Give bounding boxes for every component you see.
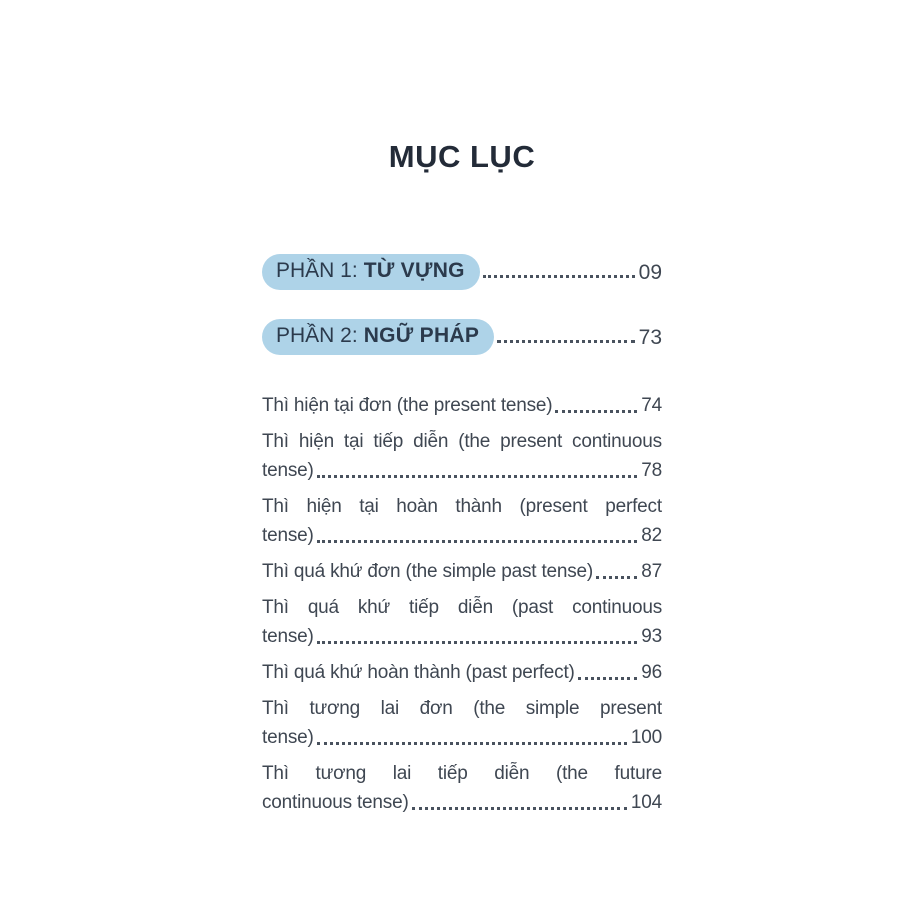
toc-entry-line bbox=[262, 622, 662, 651]
toc-entry-line bbox=[262, 658, 662, 687]
part-prefix-label: PHẦN 2: bbox=[276, 324, 358, 347]
entry-text-word: lai bbox=[392, 763, 412, 784]
toc-entry bbox=[262, 593, 662, 651]
part-name-label: NGỮ PHÁP bbox=[363, 324, 480, 347]
dot-leader bbox=[578, 677, 638, 680]
toc-parts bbox=[262, 254, 662, 355]
entry-text-word: perfect bbox=[605, 496, 662, 517]
entry-text-word: đơn bbox=[419, 698, 453, 719]
entry-text-word: present bbox=[600, 698, 662, 719]
entry-text: continuous tense) bbox=[262, 792, 409, 813]
entry-text-word: (the bbox=[555, 763, 588, 784]
entry-text: tense) bbox=[262, 460, 314, 481]
entry-page-number: 78 bbox=[641, 460, 662, 481]
entry-text-word: hiện bbox=[306, 496, 342, 517]
toc-entry-line bbox=[262, 788, 662, 817]
toc-entry-line bbox=[262, 694, 662, 723]
entry-text-word: lai bbox=[380, 698, 400, 719]
toc-entry-line bbox=[262, 557, 662, 586]
entry-text-word: (present bbox=[519, 496, 588, 517]
entry-text-word: tại bbox=[359, 496, 379, 517]
dot-leader bbox=[317, 475, 638, 478]
entry-text-word: Thì bbox=[262, 431, 289, 452]
entry-text-word: khứ bbox=[357, 597, 391, 618]
entry-text-word: quá bbox=[307, 597, 339, 618]
entry-text-word: tiếp bbox=[409, 597, 439, 618]
toc-entry-line bbox=[262, 456, 662, 485]
toc-part-row bbox=[262, 254, 662, 290]
entry-text-word: diễn bbox=[494, 763, 530, 784]
toc-entry-line bbox=[262, 593, 662, 622]
entry-text-word: Thì bbox=[262, 597, 289, 618]
part-prefix-label: PHẦN 1: bbox=[276, 259, 358, 282]
dot-leader bbox=[596, 576, 637, 579]
part-pill bbox=[262, 254, 480, 290]
entry-text-word: tại bbox=[343, 431, 364, 452]
entry-text-word: tương bbox=[315, 763, 367, 784]
entry-text-word: future bbox=[614, 763, 662, 784]
dot-leader bbox=[483, 275, 635, 278]
entry-page-number: 93 bbox=[641, 626, 662, 647]
entry-page-number: 104 bbox=[630, 792, 662, 813]
toc-part-row bbox=[262, 319, 662, 355]
entry-page-number: 74 bbox=[641, 395, 662, 416]
entry-text-word: present bbox=[500, 431, 563, 452]
toc-entry bbox=[262, 658, 662, 687]
entry-text: Thì hiện tại đơn (the present tense) bbox=[262, 395, 553, 416]
toc-entry-line bbox=[262, 391, 662, 420]
toc-entry bbox=[262, 694, 662, 752]
part-pill bbox=[262, 319, 494, 355]
toc-entry-line bbox=[262, 492, 662, 521]
entry-text: Thì quá khứ hoàn thành (past perfect) bbox=[262, 662, 575, 683]
entry-text: tense) bbox=[262, 626, 314, 647]
entry-text-word: Thì bbox=[262, 763, 289, 784]
entry-text-word: (past bbox=[511, 597, 554, 618]
dot-leader bbox=[555, 410, 637, 413]
entry-text-word: thành bbox=[455, 496, 502, 517]
part-name-label: TỪ VỰNG bbox=[363, 259, 465, 282]
entry-text: Thì quá khứ đơn (the simple past tense) bbox=[262, 561, 594, 582]
entry-text-word: continuous bbox=[572, 431, 662, 452]
page-title: MỤC LỤC bbox=[388, 139, 536, 174]
part-page-number: 09 bbox=[638, 261, 662, 284]
entry-text-word: simple bbox=[525, 698, 580, 719]
entry-page-number: 96 bbox=[641, 662, 662, 683]
dot-leader bbox=[412, 807, 627, 810]
toc-entry-line bbox=[262, 521, 662, 550]
part-page-number: 73 bbox=[638, 326, 662, 349]
toc-entry bbox=[262, 557, 662, 586]
entry-text-word: hiện bbox=[298, 431, 334, 452]
toc-entry-line bbox=[262, 427, 662, 456]
dot-leader bbox=[317, 540, 638, 543]
entry-text-word: Thì bbox=[262, 698, 289, 719]
entry-page-number: 100 bbox=[630, 727, 662, 748]
entry-text: tense) bbox=[262, 727, 314, 748]
entry-text-word: hoàn bbox=[396, 496, 438, 517]
entry-text-word: tương bbox=[309, 698, 361, 719]
dot-leader bbox=[317, 742, 627, 745]
toc-entry bbox=[262, 391, 662, 420]
entry-text-word: (the bbox=[473, 698, 506, 719]
entry-text-word: continuous bbox=[572, 597, 662, 618]
dot-leader bbox=[497, 340, 634, 343]
entry-text-word: tiếp bbox=[437, 763, 468, 784]
entry-text-word: Thì bbox=[262, 496, 289, 517]
toc-entry bbox=[262, 427, 662, 485]
entry-page-number: 82 bbox=[641, 525, 662, 546]
entry-text-word: tiếp bbox=[373, 431, 404, 452]
dot-leader bbox=[317, 641, 638, 644]
toc-entry bbox=[262, 759, 662, 817]
toc-entries bbox=[262, 391, 662, 817]
toc-entry-line bbox=[262, 759, 662, 788]
entry-text-word: diễn bbox=[413, 431, 449, 452]
entry-page-number: 87 bbox=[641, 561, 662, 582]
table-of-contents bbox=[262, 140, 662, 824]
toc-entry bbox=[262, 492, 662, 550]
entry-text-word: (the bbox=[458, 431, 491, 452]
entry-text-word: diễn bbox=[457, 597, 493, 618]
toc-entry-line bbox=[262, 723, 662, 752]
entry-text: tense) bbox=[262, 525, 314, 546]
